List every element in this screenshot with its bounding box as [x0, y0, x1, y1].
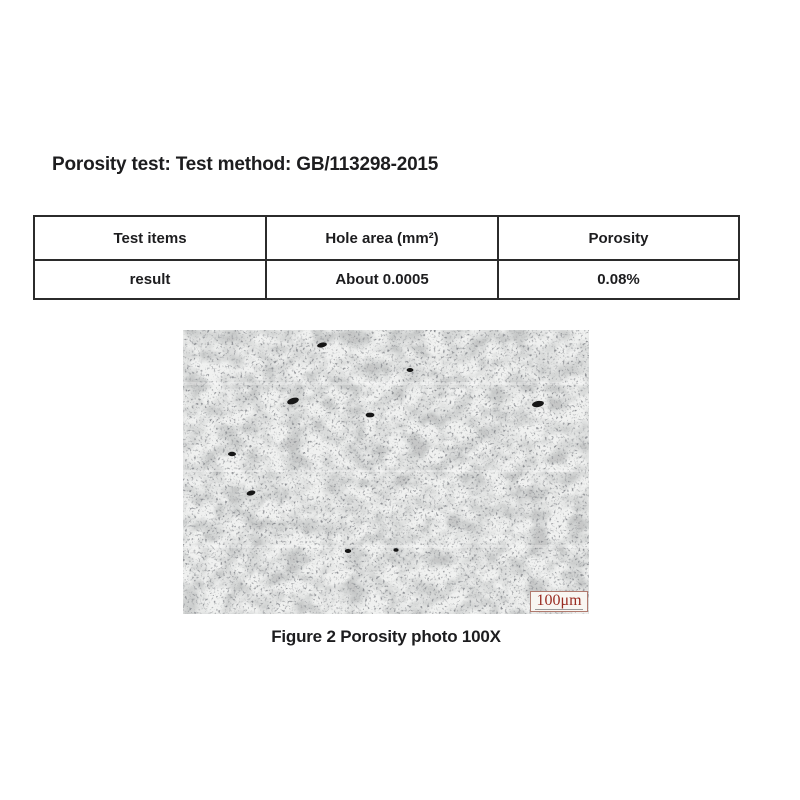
table-header-row [34, 216, 739, 260]
micrograph-texture [183, 330, 589, 614]
porosity-test-table [33, 215, 740, 300]
scale-bar-line [535, 609, 583, 610]
porosity-figure [183, 330, 589, 647]
page-title: Porosity test: Test method: GB/113298-2015 [52, 154, 439, 175]
column-header-porosity: Porosity [498, 216, 739, 260]
cell-hole-area: About 0.0005 [266, 260, 498, 299]
scale-marker [530, 591, 588, 612]
cell-porosity: 0.08% [498, 260, 739, 299]
cell-test-item: result [34, 260, 266, 299]
figure-caption: Figure 2 Porosity photo 100X [271, 627, 501, 646]
column-header-hole-area: Hole area (mm²) [266, 216, 498, 260]
table-result-row [34, 260, 739, 299]
column-header-test-items: Test items [34, 216, 266, 260]
porosity-micrograph-image [183, 330, 589, 614]
scale-label: 100μm [536, 592, 582, 609]
